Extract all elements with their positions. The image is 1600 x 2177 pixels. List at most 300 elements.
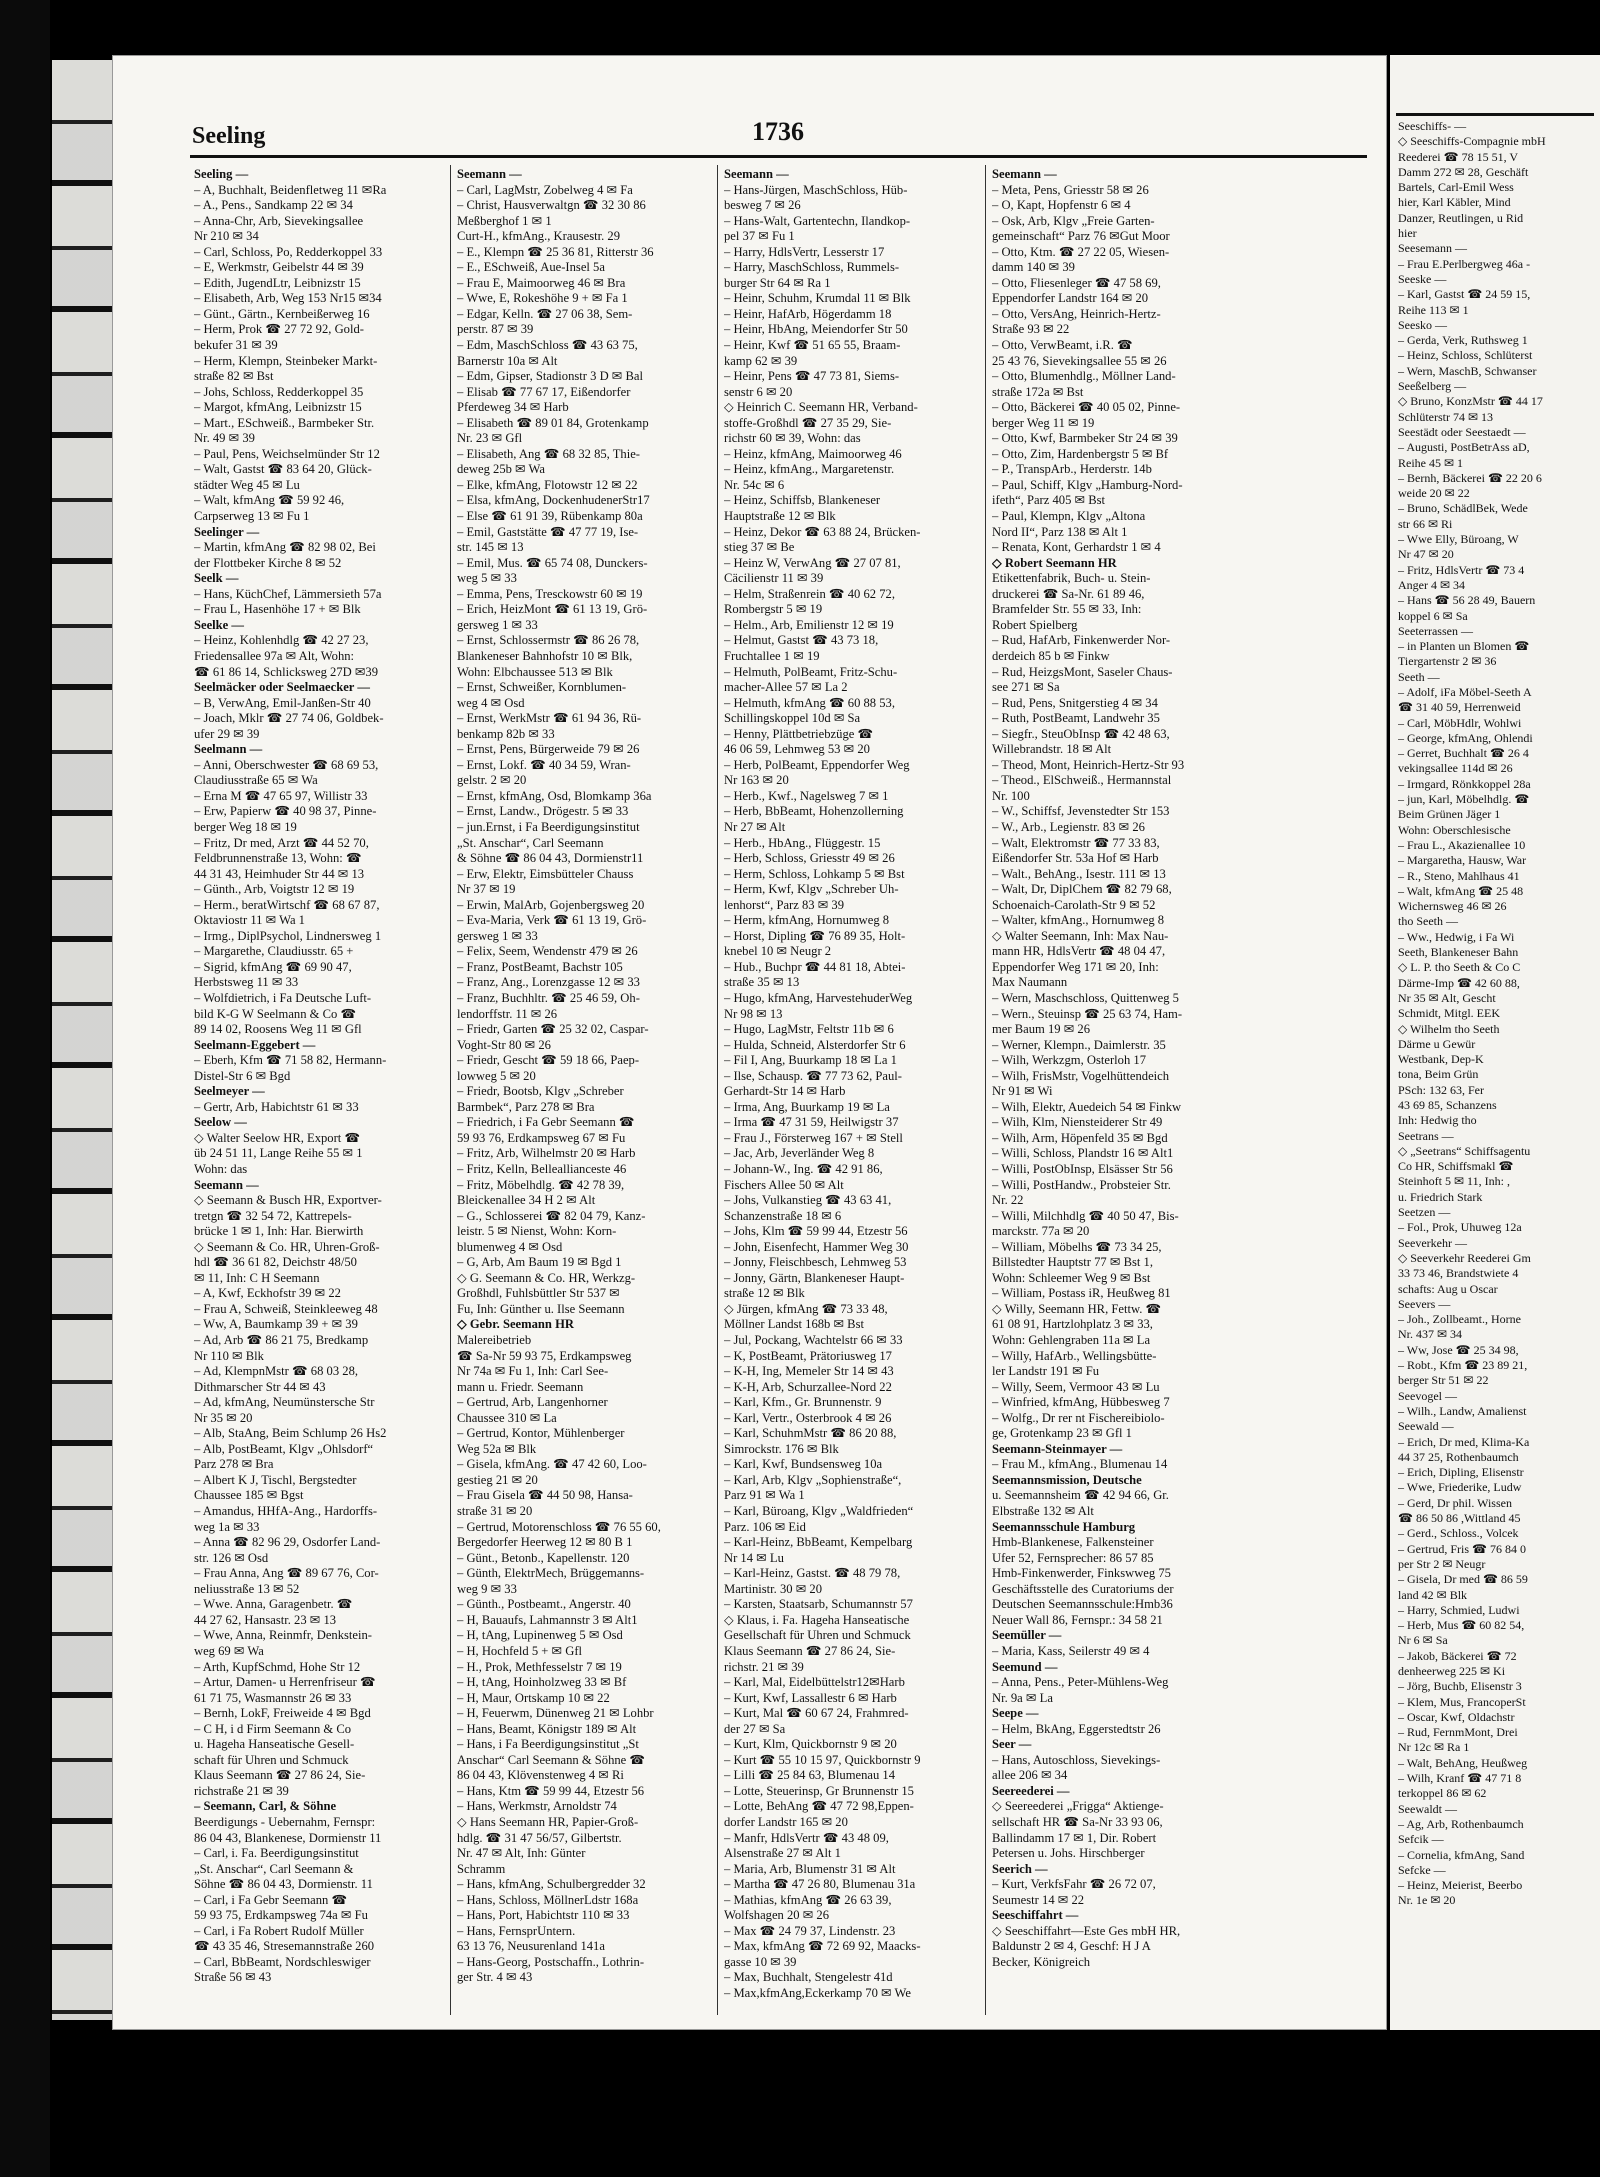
directory-line: kamp 62 ✉ 39 [724,353,798,368]
directory-line: Pferdeweg 34 ✉ Harb [457,400,569,415]
directory-line: tona, Beim Grün [1398,1067,1479,1082]
directory-line: Baldunstr 2 ✉ 4, Geschf: H J A [992,1939,1151,1954]
directory-line: – Herb., HbAng., Flüggestr. 15 [724,835,881,850]
directory-line: – Herm, Klempn, Steinbeker Markt- [194,353,378,368]
directory-line: Seeling — [194,167,249,181]
directory-line: – Erich, Dr med, Klima-Ka [1398,1434,1530,1449]
directory-line: per Str 2 ✉ Neugr [1398,1556,1486,1571]
directory-line: – Carl, i Fa Gebr Seemann ☎ [194,1892,348,1907]
directory-line: leistr. 5 ✉ Nienst, Wohn: Korn- [457,1224,617,1239]
directory-line: 44 27 62, Hansastr. 23 ✉ 13 [194,1612,337,1627]
directory-line: 86 04 43, Klövenstenweg 4 ✉ Ri [457,1768,624,1783]
directory-line: ◇ Hans Seemann HR, Papier-Groß- [457,1814,639,1829]
directory-line: – W., Arb., Legienstr. 83 ✉ 26 [992,819,1145,834]
directory-line: 59 93 75, Erdkampsweg 74a ✉ Fu [194,1908,368,1923]
directory-line: – Elisabeth ☎ 89 01 84, Grotenkamp [457,415,649,430]
directory-line: Schramm [457,1861,506,1876]
directory-line: – Emil, Mus. ☎ 65 74 08, Dunckers- [457,555,648,570]
directory-line: straße 35 ✉ 13 [724,975,800,990]
directory-line: – E, Werkmstr, Geibelstr 44 ✉ 39 [194,260,364,275]
directory-line: – K-H, Arb, Schurzallee-Nord 22 [724,1379,892,1394]
directory-line: – William, Möbelhs ☎ 73 34 25, [992,1239,1162,1254]
directory-line: – Irmg., DiplPsychol, Lindnersweg 1 [194,928,382,943]
directory-line: Nr 74a ✉ Fu 1, Inh: Carl See- [457,1364,609,1379]
directory-line: – Willi, Schloss, Plandstr 16 ✉ Alt1 [992,1146,1174,1161]
directory-line: Hauptstraße 12 ✉ Blk [724,509,836,524]
directory-line: – Karl, Kwf, Bundsensweg 10a [724,1457,883,1472]
directory-line: – Wolfg., Dr rer nt Fischereibiolo- [992,1410,1165,1425]
directory-line: – Erwin, MalArb, Gojenbergsweg 20 [457,897,645,912]
directory-line: straße 172a ✉ Bst [992,384,1084,399]
directory-line: – Irma ☎ 47 31 59, Heilwigstr 37 [724,1115,899,1130]
directory-line: tretgn ☎ 32 54 72, Kattrepels- [194,1208,352,1223]
directory-line: – Martha ☎ 47 26 80, Blumenau 31a [724,1877,916,1892]
directory-line: – Hans, Autoschloss, Sievekings- [992,1752,1161,1767]
directory-line: – Helmuth, kfmAng ☎ 60 88 53, [724,695,895,710]
directory-line: Straße 93 ✉ 22 [992,322,1070,337]
directory-line: 63 13 76, Neusurenland 141a [457,1939,605,1954]
directory-line: – Willi, Milchhdlg ☎ 40 50 47, Bis- [992,1208,1179,1223]
directory-line: – Heinz, Meierist, Beerbo [1398,1878,1523,1893]
directory-line: – H, Maur, Ortskamp 10 ✉ 22 [457,1690,610,1705]
directory-line: – Herm, Kwf, Klgv „Schreber Uh- [724,882,899,897]
directory-line: – Frau E, Maimoorweg 46 ✉ Bra [457,275,626,290]
directory-line: Bramfelder Str. 55 ✉ 33, Inh: [992,602,1142,617]
directory-line: – Otto, VerwBeamt, i.R. ☎ [992,338,1133,353]
directory-line: ◇ Klaus, i. Fa. Hageha Hanseatische [724,1612,910,1627]
directory-line: – Bernh, LokF, Freiweide 4 ✉ Bgd [194,1706,371,1721]
directory-line: ◇ Seereederei „Frigga“ Aktienge- [992,1799,1164,1814]
directory-line: – Edith, JugendLtr, Leibnizstr 15 [194,275,361,290]
directory-line: Seeth, Blankeneser Bahn [1398,945,1519,960]
directory-line: neliusstraße 13 ✉ 52 [194,1581,300,1596]
directory-line: Alsenstraße 27 ✉ Alt 1 [724,1846,841,1861]
directory-line: Seelk — [194,571,239,586]
directory-line: mann u. Friedr. Seemann [457,1379,584,1394]
directory-line: ◇ Seeschiffs-Compagnie mbH [1398,134,1546,149]
directory-line: – Herm, kfmAng, Hornumweg 8 [724,913,890,928]
directory-line: Seer — [992,1737,1032,1752]
directory-line: – Herb., Kwf., Nagelsweg 7 ✉ 1 [724,788,889,803]
directory-line: – Hub., Buchpr ☎ 44 81 18, Abtei- [724,959,906,974]
directory-line: – Bernh, Bäckerei ☎ 22 20 6 [1398,470,1542,485]
directory-line: – Günt., Betonb., Kapellenstr. 120 [457,1550,630,1565]
directory-line: – Walt, Gastst ☎ 83 64 20, Glück- [194,462,372,477]
directory-line: Seestädt oder Seestaedt — [1398,424,1526,439]
directory-line: – Harry, HdlsVertr, Lesserstr 17 [724,244,885,259]
directory-line: Seemann — [194,1177,259,1192]
directory-line: ◇ Robert Seemann HR [992,555,1117,570]
directory-line: – Emil, Gaststätte ☎ 47 77 19, Ise- [457,524,639,539]
directory-line: – Anni, Oberschwester ☎ 68 69 53, [194,757,379,772]
directory-line: – Felix, Seem, Wendenstr 479 ✉ 26 [457,944,638,959]
directory-line: Wohn: Gehlengraben 11a ✉ La [992,1333,1151,1348]
directory-line: – Carl, i Fa Robert Rudolf Müller [194,1923,364,1938]
directory-line: – Herb, BbBeamt, Hohenzollerning [724,804,904,819]
directory-page [112,55,1387,2030]
directory-line: Nr 210 ✉ 34 [194,229,259,244]
directory-line: Danzer, Reutlingen, u Rid [1398,210,1524,225]
directory-line: – Kurt, VerkfsFahr ☎ 26 72 07, [992,1877,1156,1892]
directory-line: deweg 25b ✉ Wa [457,462,545,477]
directory-line: Co HR, Schiffsmakl ☎ [1398,1159,1514,1174]
directory-line: 43 69 85, Schanzens [1398,1098,1497,1112]
directory-line: – Frau E.Perlbergweg 46a - [1398,256,1531,271]
directory-line: – Carl, BbBeamt, Nordschleswiger [194,1954,371,1969]
directory-line: – Gertrud, Kontor, Mühlenberger [457,1426,625,1441]
directory-line: – Hans, Ktm ☎ 59 99 44, Etzestr 56 [457,1783,645,1798]
directory-line: – Ad, Arb ☎ 86 21 75, Bredkamp [194,1333,369,1348]
directory-line: bild K-G W Seelmann & Co ☎ [194,1006,357,1021]
directory-line: Seemann-Steinmayer — [992,1441,1123,1456]
directory-line: Nr 35 ✉ 20 [194,1410,253,1425]
directory-line: – Gertrud, Arb, Langenhorner [457,1395,608,1410]
directory-line: gersweg 1 ✉ 33 [457,928,538,943]
column-1 [194,167,444,2017]
directory-line: Parz 278 ✉ Bra [194,1457,274,1472]
directory-line: – Herm, Prok ☎ 27 72 92, Gold- [194,322,364,337]
directory-line: Feldbrunnenstraße 13, Wohn: ☎ [194,851,362,866]
directory-line: – A, Kwf, Eckhofstr 39 ✉ 22 [194,1286,341,1301]
column-2 [457,167,707,2017]
directory-line: – G., Schlosserei ☎ 82 04 79, Kanz- [457,1208,646,1223]
directory-line: bekufer 31 ✉ 39 [194,338,278,353]
directory-line: – Hugo, kfmAng, HarvestehuderWeg [724,990,913,1005]
directory-line: – Ag, Arb, Rothenbaumch [1398,1816,1524,1831]
directory-line: ◇ Seeverkehr Reederei Gm [1398,1250,1531,1265]
directory-line: Cäcilienstr 11 ✉ 39 [724,571,824,586]
directory-line: Wohn: Oberschlesische [1398,822,1511,837]
directory-line: Seemann — [457,167,522,181]
directory-line: – Gertrud, Motorenschloss ☎ 76 55 60, [457,1519,661,1534]
directory-line: – Heinz, kfmAng., Margaretenstr. [724,462,895,477]
directory-line: ◇ Heinrich C. Seemann HR, Verband- [724,400,918,415]
directory-line: – Frau J., Försterweg 167 + ✉ Stell [724,1130,903,1145]
directory-line: – Alb, PostBeamt, Klgv „Ohlsdorf“ [194,1441,374,1456]
directory-line: – Ernst, Pens, Bürgerweide 79 ✉ 26 [457,742,640,757]
directory-line: – Ernst, Schlossermstr ☎ 86 26 78, [457,633,640,648]
directory-line: Steinhoft 5 ✉ 11, Inh: , [1398,1174,1510,1189]
directory-line: – Günth., Postbeamt., Angerstr. 40 [457,1597,631,1612]
directory-line: sellschaft HR ☎ Sa-Nr 33 93 06, [992,1814,1163,1829]
directory-line: – Gertrud, Fris ☎ 76 84 0 [1398,1541,1526,1556]
directory-line: – Ww, Jose ☎ 25 34 98, [1398,1342,1519,1357]
directory-line: Bergedorfer Heerweg 12 ✉ 80 B 1 [457,1535,633,1550]
directory-line: Reederei ☎ 78 15 51, V [1398,149,1519,164]
running-head: Seeling [192,123,266,149]
directory-line: – Jac, Arb, Jeverländer Weg 8 [724,1146,875,1161]
directory-line: perstr. 87 ✉ 39 [457,322,534,337]
directory-line: weg 4 ✉ Osd [457,695,525,710]
directory-line: ◇ G. Seemann & Co. HR, Werkzg- [457,1270,636,1285]
directory-line: druckerei ☎ Sa-Nr. 61 89 46, [992,586,1145,601]
directory-line: Klaus Seemann ☎ 27 86 24, Sie- [194,1768,366,1783]
directory-line: ✉ 11, Inh: C H Seemann [194,1270,320,1285]
directory-line: Nr 35 ✉ Alt, Gescht [1398,990,1496,1005]
directory-line: – Elisabeth, Arb, Weg 153 Nr15 ✉34 [194,291,382,306]
directory-line: 44 37 25, Rothenbaumch [1398,1449,1519,1464]
directory-line: dorfer Landstr 165 ✉ 20 [724,1814,848,1829]
directory-line: – Willy, HafArb., Wellingsbütte- [992,1348,1157,1363]
directory-line: – Heinz, Schloss, Schlüterst [1398,348,1533,363]
directory-line: Bleickenallee 34 H 2 ✉ Alt [457,1193,596,1208]
directory-line: – Hans, Beamt, Königstr 189 ✉ Alt [457,1721,637,1736]
column-divider [717,165,718,2015]
directory-line: 25 43 76, Sievekingsallee 55 ✉ 26 [992,353,1167,368]
directory-line: – Irmgard, Rönkkoppel 28a [1398,776,1531,791]
directory-line: 86 04 43, Blankenese, Dormienstr 11 [194,1830,382,1845]
column-divider [985,165,986,2015]
directory-line: Möllner Landst 168b ✉ Bst [724,1317,864,1332]
directory-line: – Lotte, Steuerinsp, Gr Brunnenstr 15 [724,1783,914,1798]
directory-line: 61 08 91, Hartzlohplatz 3 ✉ 33, [992,1317,1153,1332]
directory-line: – Elisab ☎ 77 67 17, Eißendorfer [457,384,631,399]
directory-line: – Hans-Walt, Gartentechn, Ilandkop- [724,213,911,228]
directory-line: str. 145 ✉ 13 [457,540,524,555]
directory-line: stieg 37 ✉ Be [724,540,795,555]
directory-line: – R., Steno, Mahlhaus 41 [1398,868,1520,883]
directory-line: – Ernst, kfmAng, Osd, Blomkamp 36a [457,788,652,803]
directory-line: Schillingskoppel 10d ✉ Sa [724,711,861,726]
directory-line: Seevogel — [1398,1388,1457,1403]
directory-line: – Carl, MöbHdlr, Wohlwi [1398,715,1522,730]
directory-line: – Wwe, Anna, Reinmfr, Denkstein- [194,1628,372,1643]
directory-line: – Fritz, Dr med, Arzt ☎ 44 52 70, [194,835,369,850]
directory-line: Seelke — [194,617,245,632]
directory-line: Seemann — [724,167,789,181]
directory-line: Fischers Allee 50 ✉ Alt [724,1177,844,1192]
directory-line: – E., ESchweiß, Aue-Insel 5a [457,260,605,275]
directory-line: – Wwe Elly, Büroang, W [1398,532,1519,547]
directory-line: – Erw, Papierw ☎ 40 98 37, Pinne- [194,804,377,819]
directory-line: – Cornelia, kfmAng, Sand [1398,1847,1525,1862]
directory-line: berger Weg 18 ✉ 19 [194,819,297,834]
directory-line: – Ruth, PostBeamt, Landwehr 35 [992,711,1160,726]
directory-line: – Rud, HafArb, Finkenwerder Nor- [992,633,1171,648]
directory-line: Seelow — [194,1115,247,1130]
directory-line: Wolfshagen 20 ✉ 26 [724,1908,830,1923]
directory-line: Reihe 113 ✉ 1 [1398,302,1469,317]
directory-line: 33 73 46, Brandstwiete 4 [1398,1266,1519,1281]
directory-line: derdeich 85 b ✉ Finkw [992,648,1110,663]
directory-line: – Maria, Arb, Blumenstr 31 ✉ Alt [724,1861,896,1876]
directory-line: ◇ Seemann & Co. HR, Uhren-Groß- [194,1239,380,1254]
directory-line: Seeschiffs- — [1398,119,1467,133]
directory-line: Nr 91 ✉ Wi [992,1084,1053,1099]
directory-line: Därme-Imp ☎ 42 60 88, [1398,975,1520,990]
directory-line: – Herb, PolBeamt, Eppendorfer Weg [724,757,910,772]
directory-line: Seelmann — [194,742,263,757]
directory-line: – C H, i d Firm Seemann & Co [194,1721,352,1736]
directory-line: Parz. 106 ✉ Eid [724,1519,806,1534]
directory-line: straße 82 ✉ Bst [194,369,274,384]
directory-line: – Jul, Pockang, Wachtelstr 66 ✉ 33 [724,1333,903,1348]
directory-line: – Anna, Pens., Peter-Mühlens-Weg [992,1675,1169,1690]
directory-line: – William, Postass iR, Heußweg 81 [992,1286,1171,1301]
directory-line: – Irma, Ang, Buurkamp 19 ✉ La [724,1099,890,1114]
directory-line: Seesko — [1398,317,1447,332]
page-header [192,115,1357,155]
directory-line: Damm 272 ✉ 28, Geschäft [1398,164,1529,179]
directory-line: – Maria, Kass, Seilerstr 49 ✉ 4 [992,1643,1150,1658]
directory-line: gestieg 21 ✉ 20 [457,1472,538,1487]
directory-line: – Hans, i Fa Beerdigungsinstitut „St [457,1737,639,1752]
directory-line: straße 12 ✉ Blk [724,1286,805,1301]
directory-line: ler Landstr 191 ✉ Fu [992,1364,1100,1379]
directory-line: – Friedr, Garten ☎ 25 32 02, Caspar- [457,1022,649,1037]
directory-line: Voght-Str 80 ✉ 26 [457,1037,551,1052]
directory-line: schafts: Aug u Oscar [1398,1281,1498,1296]
directory-line: – Frau A, Schweiß, Steinkleeweg 48 [194,1301,378,1316]
directory-line: – Helmut, Gastst ☎ 43 73 18, [724,633,879,648]
directory-line: – Gertr, Arb, Habichtstr 61 ✉ 33 [194,1099,359,1114]
directory-line: Hmb-Finkenwerder, Finkswweg 75 [992,1566,1171,1581]
directory-line: Neuer Wall 86, Fernspr.: 34 58 21 [992,1612,1163,1627]
directory-line: marckstr. 77a ✉ 20 [992,1224,1090,1239]
directory-line: Inh: Hedwig tho [1398,1113,1477,1128]
directory-line: str 66 ✉ Ri [1398,516,1453,531]
directory-line: berger Str 51 ✉ 22 [1398,1373,1489,1388]
directory-line: – Wern., Steuinsp ☎ 25 63 74, Ham- [992,1006,1183,1021]
page-number: 1736 [752,117,804,146]
directory-line: – Karl, Mal, Eidelbüttelstr12✉Harb [724,1675,905,1690]
directory-line: – Heinr, Pens ☎ 47 73 81, Siems- [724,369,900,384]
directory-line: Nr. 47 ✉ Alt, Inh: Günter [457,1846,586,1861]
directory-line: koppel 6 ✉ Sa [1398,608,1468,623]
directory-line: – Henny, Plättbetriebzüge ☎ [724,726,874,741]
directory-line: – Eberh, Kfm ☎ 71 58 82, Hermann- [194,1053,387,1068]
directory-line: schaft für Uhren und Schmuck [194,1752,349,1767]
directory-line: pel 37 ✉ Fu 1 [724,229,795,244]
directory-line: ufer 29 ✉ 39 [194,726,260,741]
directory-line: Oktaviostr 11 ✉ Wa 1 [194,913,305,928]
directory-line: – H, tAng, Lupinenweg 5 ✉ Osd [457,1628,623,1643]
directory-line: Chaussee 310 ✉ La [457,1410,557,1425]
directory-line: Weg 52a ✉ Blk [457,1441,537,1456]
directory-line: Klaus Seemann ☎ 27 86 24, Sie- [724,1643,896,1658]
directory-line: Wichernsweg 46 ✉ 26 [1398,899,1507,914]
directory-line: Seemannsmission, Deutsche [992,1472,1142,1487]
directory-line: gersweg 1 ✉ 33 [457,617,538,632]
directory-line: – Werner, Klempn., Daimlerstr. 35 [992,1037,1166,1052]
directory-line: – Ww, A, Baumkamp 39 + ✉ 39 [194,1317,358,1332]
directory-line: – Karl, Kfm., Gr. Brunnenstr. 9 [724,1395,882,1410]
directory-line: – Augusti, PostBetrAss aD, [1398,440,1530,455]
directory-line: Nr. 100 [992,788,1030,803]
directory-line: Seelmeyer — [194,1084,265,1099]
directory-line: – Hans, Schloss, MöllnerLdstr 168a [457,1892,639,1907]
column-3 [724,167,974,2017]
directory-line: – Klem, Mus, FrancoperSt [1398,1694,1526,1709]
directory-line: Ufer 52, Fernsprecher: 86 57 85 [992,1550,1154,1565]
directory-line: Nr. 1e ✉ 20 [1398,1893,1456,1908]
directory-line: – H, tAng, Hoinholzweg 33 ✉ Bf [457,1675,627,1690]
directory-line: mer Baum 19 ✉ 26 [992,1022,1090,1037]
directory-line: Eppendorfer Weg 171 ✉ 20, Inh: [992,959,1159,974]
directory-line: – Joach, Mklr ☎ 27 74 06, Goldbek- [194,711,384,726]
directory-line: – Sigrid, kfmAng ☎ 69 90 47, [194,959,352,974]
directory-line: – Ilse, Schausp. ☎ 77 73 62, Paul- [724,1068,902,1083]
directory-line: denheerweg 225 ✉ Ki [1398,1663,1506,1678]
directory-line: land 42 ✉ Blk [1398,1587,1468,1602]
directory-line: – Karl, SchuhmMstr ☎ 86 20 88, [724,1426,897,1441]
directory-line: – Kurt, Mal ☎ 60 67 24, Frahmred- [724,1706,909,1721]
directory-line: – Fritz, Möbelhdlg. ☎ 42 78 39, [457,1177,625,1192]
directory-line: – Karl, Vertr., Osterbrook 4 ✉ 26 [724,1410,892,1425]
directory-line: ☎ 61 86 14, Schlicksweg 27D ✉39 [194,664,378,679]
directory-line: ge, Grotenkamp 23 ✉ Gfl 1 [992,1426,1132,1441]
directory-line: damm 140 ✉ 39 [992,260,1075,275]
column-divider [450,165,451,2015]
directory-line: – Fritz, Arb, Wilhelmstr 20 ✉ Harb [457,1146,636,1161]
directory-line: blumenweg 4 ✉ Osd [457,1239,563,1254]
directory-line: – Theod, Mont, Heinrich-Hertz-Str 93 [992,757,1185,772]
directory-line: – Frau L, Hasenhöhe 17 + ✉ Blk [194,602,361,617]
directory-line: Nord II“, Parz 138 ✉ Alt 1 [992,524,1128,539]
directory-line: Seeverkehr — [1398,1235,1467,1250]
directory-line: brücke 1 ✉ 1, Inh: Har. Bierwirth [194,1224,364,1239]
directory-line: – in Planten un Blomen ☎ [1398,639,1530,654]
directory-line: Petersen u. Johs. Hirschberger [992,1846,1145,1861]
header-rule [1396,113,1594,116]
directory-line: – O, Kapt, Hopfenstr 6 ✉ 4 [992,198,1131,213]
directory-line: – Wilh, Arm, Höpenfeld 35 ✉ Bgd [992,1130,1168,1145]
directory-line: Anschar“ Carl Seemann & Söhne ☎ [457,1752,646,1767]
directory-line: Meßberghof 1 ✉ 1 [457,213,552,228]
directory-line: Rombergstr 5 ✉ 19 [724,602,823,617]
directory-line: hdl ☎ 36 61 82, Deichstr 48/50 [194,1255,357,1270]
directory-line: Fu, Inh: Günther u. Ilse Seemann [457,1301,625,1316]
directory-line: Seereederei — [992,1783,1070,1798]
directory-line: – Karl-Heinz, BbBeamt, Kempelbarg [724,1535,913,1550]
directory-line: Eppendorfer Landstr 164 ✉ 20 [992,291,1149,306]
directory-line: 44 31 43, Heimhuder Str 44 ✉ 13 [194,866,365,881]
directory-line: – Alb, StaAng, Beim Schlump 26 Hs2 [194,1426,387,1441]
directory-line: – Franz, Buchhltr. ☎ 25 46 59, Oh- [457,990,640,1005]
directory-line: ◇ Walter Seemann, Inh: Max Nau- [992,928,1169,943]
directory-line: Seeterrassen — [1398,623,1473,638]
directory-line: Malereibetrieb [457,1333,532,1348]
directory-line: – Wern, Maschschloss, Quittenweg 5 [992,990,1179,1005]
directory-line: – Max, Buchhalt, Stengelestr 41d [724,1970,893,1985]
directory-line: – Walter, kfmAng., Hornumweg 8 [992,913,1165,928]
directory-line: Wohn: Schleemer Weg 9 ✉ Bst [992,1270,1151,1285]
directory-line: Gesellschaft für Uhren und Schmuck [724,1628,911,1643]
directory-line: – Adolf, iFa Möbel-Seeth A [1398,684,1532,699]
directory-line: – Paul, Schiff, Klgv „Hamburg-Nord- [992,477,1183,492]
directory-line: – Hans-Jürgen, MaschSchloss, Hüb- [724,182,908,197]
directory-line: Fruchtallee 1 ✉ 19 [724,648,820,663]
directory-line: Seeske — [1398,271,1447,286]
directory-line: – Seemann, Carl, & Söhne [194,1799,337,1814]
directory-line: – Karl, Büroang, Klgv „Waldfrieden“ [724,1504,914,1519]
directory-line: – Walt, Dr, DiplChem ☎ 82 79 68, [992,882,1172,897]
spine-edge [52,60,112,2020]
directory-line: – Hans ☎ 56 28 49, Bauern [1398,593,1536,608]
directory-line: Becker, Königreich [992,1954,1091,1969]
directory-line: ☎ 86 50 86 ,Wittland 45 [1398,1511,1521,1526]
directory-line: – Bruno, SchädlBek, Wede [1398,501,1528,516]
directory-line: 89 14 02, Roosens Weg 11 ✉ Gfl [194,1022,362,1037]
directory-line: – Carl, LagMstr, Zobelweg 4 ✉ Fa [457,182,633,197]
directory-line: Etikettenfabrik, Buch- u. Stein- [992,571,1151,586]
directory-line: Nr. 54c ✉ 6 [724,477,785,492]
directory-line: – Heinz, Schiffsb, Blankeneser [724,493,881,508]
directory-line: Nr 98 ✉ 13 [724,1006,783,1021]
directory-line: – Herb, Schloss, Griesstr 49 ✉ 26 [724,851,895,866]
directory-line: ◇ Bruno, KonzMstr ☎ 44 17 [1398,394,1543,409]
directory-line: str. 126 ✉ Osd [194,1550,269,1565]
